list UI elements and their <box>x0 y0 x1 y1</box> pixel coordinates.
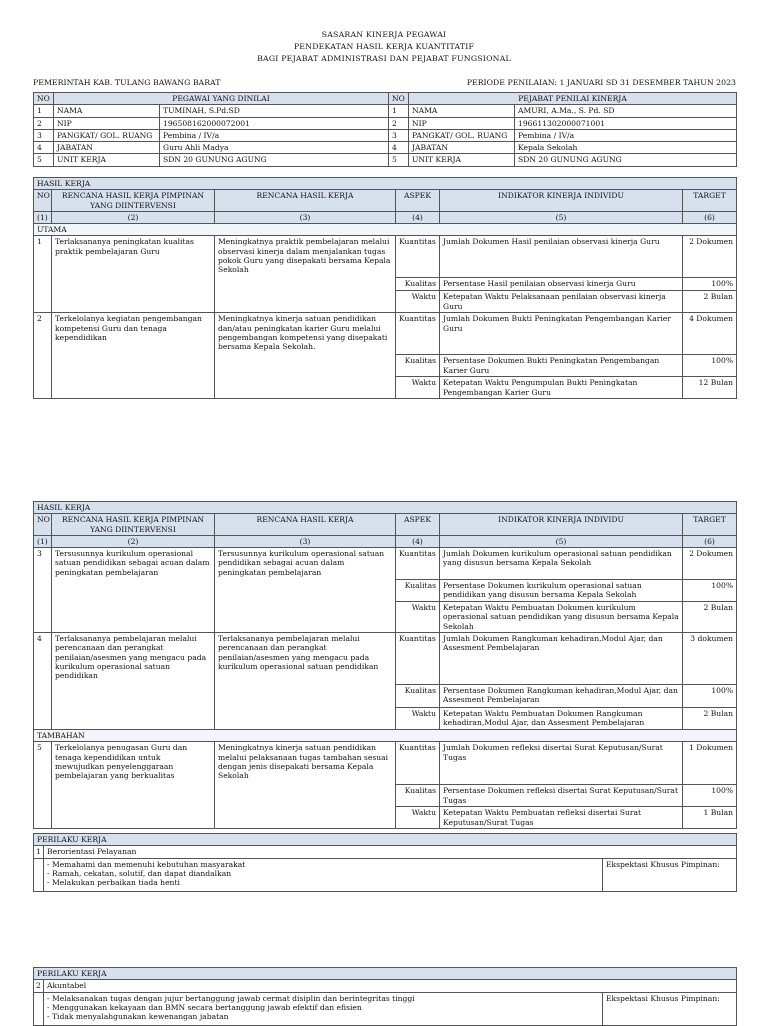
row-no: 2 <box>34 117 54 129</box>
perilaku-points <box>47 860 599 888</box>
row-no: 5 <box>389 154 409 166</box>
table-row <box>34 313 737 355</box>
row-no: 5 <box>34 154 54 166</box>
item-aspek: Kualitas <box>396 685 440 708</box>
utama-label: UTAMA <box>34 224 737 236</box>
periode-penilaian: PERIODE PENILAIAN: 1 JANUARI SD 31 DESEMBER TAHUN 2023 <box>466 78 736 87</box>
col-header: INDIKATOR KINERJA INDIVIDU <box>440 190 683 212</box>
item-target: 100% <box>683 685 737 708</box>
col-num: (5) <box>440 211 683 223</box>
row-value: Guru Ahli Madya <box>160 142 389 154</box>
row-label: UNIT KERJA <box>409 154 515 166</box>
list-item: - Melakukan perbaikan tiada henti <box>47 878 180 887</box>
col-header: NO <box>34 514 52 536</box>
row-value: 196611302000071001 <box>515 117 737 129</box>
row-label: PANGKAT/ GOL. RUANG <box>409 129 515 141</box>
item-aspek: Kualitas <box>396 278 440 291</box>
col-num: (2) <box>52 535 215 547</box>
row-label: NAMA <box>54 105 160 117</box>
col-num: (4) <box>396 535 440 547</box>
item-indikator: Ketepatan Waktu Pembuatan refleksi disertai Surat Keputusan/Surat Tugas <box>440 807 683 829</box>
item-aspek: Waktu <box>396 291 440 313</box>
meta-row <box>33 78 736 88</box>
pegawai-row <box>34 105 737 117</box>
item-target: 2 Bulan <box>683 602 737 633</box>
item-no: 3 <box>34 548 52 633</box>
row-value: Pembina / IV/a <box>515 129 737 141</box>
row-value: Pembina / IV/a <box>160 129 389 141</box>
row-value: SDN 20 GUNUNG AGUNG <box>160 154 389 166</box>
item-pimpinan: Terkelolanya penugasan Guru dan tenaga kependidikan untuk mewujudkan penyelenggaraan pembelajaran yang berkualitas <box>52 742 215 829</box>
table-row <box>34 548 737 580</box>
instansi: PEMERINTAH KAB. TULANG BAWANG BARAT <box>33 78 221 87</box>
col-header: TARGET <box>683 190 737 212</box>
item-indikator: Jumlah Dokumen Rangkuman kehadiran,Modul Ajar, dan Assesment Pembelajaran <box>440 633 683 685</box>
pegawai-row <box>34 129 737 141</box>
item-indikator: Ketepatan Waktu Pembuatan Dokumen Rangkuman kehadiran,Modul Ajar, dan Assesment Pembelajaran <box>440 708 683 730</box>
section-title: PERILAKU KERJA <box>34 834 737 846</box>
row-value: AMURI, A.Ma., S. Pd. SD <box>515 105 737 117</box>
item-pimpinan: Tersusunnya kurikulum operasional satuan pendidikan sebagai acuan dalam peningkatan pembelajaran <box>52 548 215 633</box>
item-no: 2 <box>34 313 52 399</box>
doc-title-1: SASARAN KINERJA PEGAWAI <box>321 30 447 39</box>
row-value: SDN 20 GUNUNG AGUNG <box>515 154 737 166</box>
col-header: RENCANA HASIL KERJA PIMPINAN YANG DIINTERVENSI <box>52 190 215 212</box>
table-row <box>34 742 737 785</box>
item-indikator: Persentase Dokumen Rangkuman kehadiran,Modul Ajar, dan Assesment Pembelajaran <box>440 685 683 708</box>
item-target: 3 dokumen <box>683 633 737 685</box>
item-aspek: Kuantitas <box>396 633 440 685</box>
item-target: 4 Dokumen <box>683 313 737 355</box>
row-value: 196508162000072001 <box>160 117 389 129</box>
item-rencana: Meningkatnya kinerja satuan pendidikan melalui pelaksanaan tugas tambahan sesuai dengan jenis disepakati bersama Kepala Sekolah <box>215 742 396 829</box>
hasil-kerja-table-1 <box>33 177 737 399</box>
item-no: 4 <box>34 633 52 730</box>
item-indikator: Jumlah Dokumen Bukti Peningkatan Pengembangan Karier Guru <box>440 313 683 355</box>
table-row <box>34 633 737 685</box>
section-title: PERILAKU KERJA <box>34 968 737 980</box>
item-aspek: Kuantitas <box>396 313 440 355</box>
item-aspek: Kualitas <box>396 785 440 807</box>
col-header: RENCANA HASIL KERJA PIMPINAN YANG DIINTERVENSI <box>52 514 215 536</box>
row-label: PANGKAT/ GOL. RUANG <box>54 129 160 141</box>
item-aspek: Waktu <box>396 708 440 730</box>
col-header: ASPEK <box>396 190 440 212</box>
row-no: 3 <box>34 129 54 141</box>
item-rencana: Meningkatnya praktik pembelajaran melalui observasi kinerja dalam menjalankan tugas pokok Guru yang disepakati bersama Kepala Sekolah <box>215 236 396 313</box>
item-target: 1 Bulan <box>683 807 737 829</box>
item-aspek: Kuantitas <box>396 742 440 785</box>
list-item: - Menggunakan kekayaan dan BMN secara bertanggung jawab efektif dan efisien <box>47 1002 362 1012</box>
item-indikator: Jumlah Dokumen refleksi disertai Surat Keputusan/Surat Tugas <box>440 742 683 785</box>
row-label: NIP <box>54 117 160 129</box>
row-value: Kepala Sekolah <box>515 142 737 154</box>
item-aspek: Kualitas <box>396 580 440 602</box>
item-indikator: Jumlah Dokumen Hasil penilaian observasi kinerja Guru <box>440 236 683 278</box>
item-target: 1 Dokumen <box>683 742 737 785</box>
item-aspek: Waktu <box>396 377 440 399</box>
col-num: (2) <box>52 211 215 223</box>
item-aspek: Kuantitas <box>396 236 440 278</box>
item-aspek: Kuantitas <box>396 548 440 580</box>
item-no: 1 <box>34 236 52 313</box>
list-item: - Melaksanakan tugas dengan jujur bertanggung jawab cermat disiplin dan berintegritas tinggi <box>47 993 415 1003</box>
item-indikator: Persentase Hasil penilaian observasi kinerja Guru <box>440 278 683 291</box>
item-indikator: Persentase Dokumen kurikulum operasional satuan pendidikan yang disusun bersama Kepala Sekolah <box>440 580 683 602</box>
item-indikator: Ketepatan Waktu Pelaksanaan penilaian observasi kinerja Guru <box>440 291 683 313</box>
col-num: (1) <box>34 211 52 223</box>
item-target: 100% <box>683 785 737 807</box>
item-pimpinan: Terkelolanya kegiatan pengembangan kompetensi Guru dan tenaga kependidikan <box>52 313 215 399</box>
col-no: NO <box>34 93 54 105</box>
row-no: 1 <box>34 105 54 117</box>
item-rencana: Meningkatnya kinerja satuan pendidikan dan/atau peningkatan karier Guru melalui pengembangan kompetensi yang disepakati bersama Kepala Sekolah. <box>215 313 396 399</box>
list-item: - Ramah, cekatan, solutif, dan dapat diandalkan <box>47 868 232 878</box>
list-item: - Memahami dan memenuhi kebutuhan masyarakat <box>47 859 246 869</box>
col-num: (1) <box>34 535 52 547</box>
row-no: 3 <box>389 129 409 141</box>
ekspektasi-label: Ekspektasi Khusus Pimpinan: <box>603 992 737 1025</box>
list-item: - Tidak menyalahgunakan kewenangan jabatan <box>47 1012 229 1021</box>
col-num: (3) <box>215 211 396 223</box>
pegawai-row <box>34 154 737 166</box>
col-header: TARGET <box>683 514 737 536</box>
row-no: 4 <box>389 142 409 154</box>
row-no: 2 <box>389 117 409 129</box>
item-indikator: Ketepatan Waktu Pengumpulan Bukti Peningkatan Pengembangan Karier Guru <box>440 377 683 399</box>
doc-title-3: BAGI PEJABAT ADMINISTRASI DAN PEJABAT FUNGSIONAL <box>257 54 511 63</box>
perilaku-name: Akuntabel <box>44 980 737 992</box>
item-rencana: Tersusunnya kurikulum operasional satuan pendidikan sebagai acuan dalam peningkatan pembelajaran <box>215 548 396 633</box>
perilaku-no: 2 <box>34 980 44 992</box>
item-no: 5 <box>34 742 52 829</box>
item-rencana: Terlaksananya pembelajaran melalui perencanaan dan perangkat penilaian/asesmen yang mengacu pada kurikulum operasional satuan pendidikan <box>215 633 396 730</box>
pegawai-table <box>33 92 737 167</box>
section-title: HASIL KERJA <box>34 502 737 514</box>
item-pimpinan: Terlaksananya peningkatan kualitas praktik pembelajaran Guru <box>52 236 215 313</box>
col-no: NO <box>389 93 409 105</box>
perilaku-table-2 <box>33 967 737 1026</box>
row-label: JABATAN <box>54 142 160 154</box>
row-no: 1 <box>389 105 409 117</box>
item-target: 2 Dokumen <box>683 236 737 278</box>
perilaku-name: Berorientasi Pelayanan <box>44 846 737 858</box>
row-no: 4 <box>34 142 54 154</box>
table-row <box>34 236 737 278</box>
col-header: RENCANA HASIL KERJA <box>215 190 396 212</box>
col-num: (4) <box>396 211 440 223</box>
row-value: TUMINAH, S.Pd.SD <box>160 105 389 117</box>
col-num: (6) <box>683 535 737 547</box>
row-label: NAMA <box>409 105 515 117</box>
perilaku-points <box>47 994 599 1022</box>
pegawai-row <box>34 117 737 129</box>
pejabat-penilai-header: PEJABAT PENILAI KINERJA <box>409 93 737 105</box>
col-header: ASPEK <box>396 514 440 536</box>
perilaku-table-1 <box>33 833 737 892</box>
item-target: 12 Bulan <box>683 377 737 399</box>
pegawai-dinilai-header: PEGAWAI YANG DINILAI <box>54 93 389 105</box>
col-header: RENCANA HASIL KERJA <box>215 514 396 536</box>
item-pimpinan: Terlaksananya pembelajaran melalui perencanaan dan perangkat penilaian/asesmen yang mengacu pada kurikulum operasional satuan pendidikan <box>52 633 215 730</box>
col-num: (5) <box>440 535 683 547</box>
item-target: 2 Bulan <box>683 291 737 313</box>
item-target: 2 Dokumen <box>683 548 737 580</box>
row-label: JABATAN <box>409 142 515 154</box>
item-target: 100% <box>683 278 737 291</box>
item-aspek: Kualitas <box>396 355 440 377</box>
item-indikator: Jumlah Dokumen kurikulum operasional satuan pendidikan yang disusun bersama Kepala Sekolah <box>440 548 683 580</box>
item-target: 100% <box>683 580 737 602</box>
item-indikator: Persentase Dokumen Bukti Peningkatan Pengembangan Karier Guru <box>440 355 683 377</box>
row-label: UNIT KERJA <box>54 154 160 166</box>
section-title: HASIL KERJA <box>34 178 737 190</box>
item-indikator: Ketepatan Waktu Pembuatan Dokumen kurikulum operasional satuan pendidikan yang disusun bersama Kepala Sekolah <box>440 602 683 633</box>
item-indikator: Persentase Dokumen refleksi disertai Surat Keputusan/Surat Tugas <box>440 785 683 807</box>
perilaku-no: 1 <box>34 846 44 858</box>
item-aspek: Waktu <box>396 807 440 829</box>
col-num: (6) <box>683 211 737 223</box>
row-label: NIP <box>409 117 515 129</box>
doc-title-2: PENDEKATAN HASIL KERJA KUANTITATIF <box>293 42 475 51</box>
tambahan-label: TAMBAHAN <box>34 730 737 742</box>
pegawai-row <box>34 142 737 154</box>
item-aspek: Waktu <box>396 602 440 633</box>
ekspektasi-label: Ekspektasi Khusus Pimpinan: <box>603 858 737 891</box>
col-num: (3) <box>215 535 396 547</box>
col-header: INDIKATOR KINERJA INDIVIDU <box>440 514 683 536</box>
hasil-kerja-table-2 <box>33 501 737 829</box>
col-header: NO <box>34 190 52 212</box>
item-target: 2 Bulan <box>683 708 737 730</box>
item-target: 100% <box>683 355 737 377</box>
